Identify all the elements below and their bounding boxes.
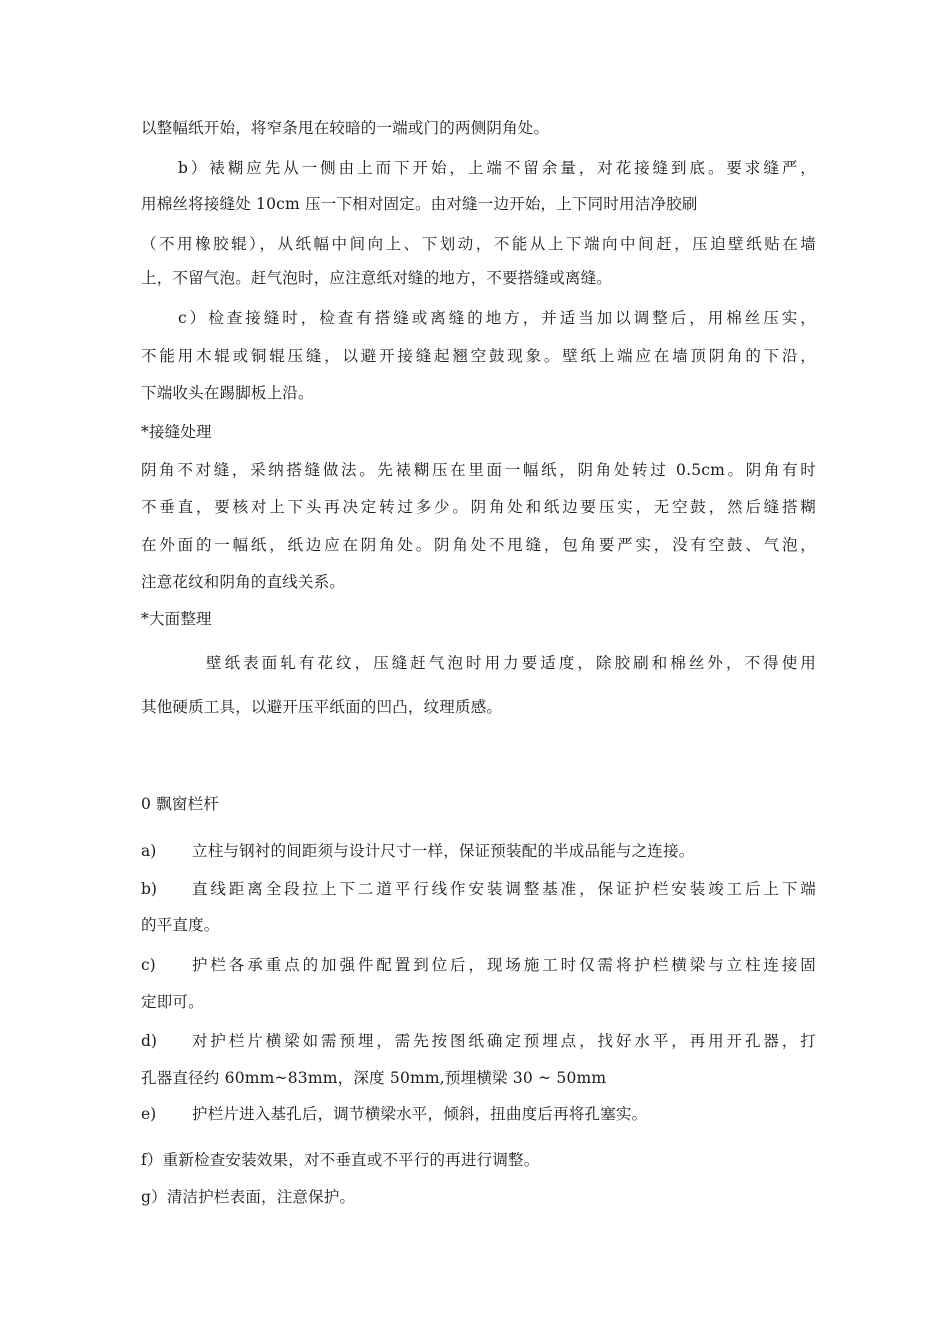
list-item-label: e) bbox=[141, 1105, 157, 1123]
list-item-label: a) bbox=[141, 842, 157, 860]
list-item-text: 护栏片进入基孔后，调节横梁水平，倾斜，扭曲度后再将孔塞实。 bbox=[192, 1105, 648, 1123]
paragraph-line: 不能用木辊或铜辊压缝，以避开接缝起翘空鼓现象。壁纸上端应在墙顶阴角的下沿， bbox=[141, 347, 816, 365]
paragraph-line: 在外面的一幅纸，纸边应在阴角处。阴角处不甩缝，包角要严实，没有空鼓、气泡， bbox=[141, 536, 816, 554]
paragraph-line: 下端收头在踢脚板上沿。 bbox=[141, 384, 314, 402]
paragraph-line: 以整幅纸开始，将窄条甩在较暗的一端或门的两侧阴角处。 bbox=[141, 119, 550, 137]
list-item-continuation: 的平直度。 bbox=[141, 916, 220, 934]
list-item-tail: g）清洁护栏表面，注意保护。 bbox=[141, 1188, 356, 1206]
list-item-label: c) bbox=[141, 956, 156, 974]
paragraph-line: 不垂直，要核对上下头再决定转过多少。阴角处和纸边要压实，无空鼓，然后缝搭糊 bbox=[141, 498, 816, 516]
list-item-tail: f）重新检查安装效果，对不垂直或不平行的再进行调整。 bbox=[141, 1151, 540, 1169]
paragraph-line: 注意花纹和阴角的直线关系。 bbox=[141, 573, 346, 591]
paragraph-line: （不用橡胶辊），从纸幅中间向上、下划动，不能从上下端向中间赶，压迫壁纸贴在墙 bbox=[141, 235, 816, 253]
paragraph-line: 用棉丝将接缝处 10cm 压一下相对固定。由对缝一边开始，上下同时用洁净胶刷 bbox=[141, 195, 698, 213]
paragraph-line: 阴角不对缝，采纳搭缝做法。先裱糊压在里面一幅纸，阴角处转过 0.5cm。阴角有时 bbox=[141, 461, 816, 479]
list-item-text: 直线距离全段拉上下二道平行线作安装调整基准，保证护栏安装竣工后上下端 bbox=[192, 880, 816, 898]
paragraph-line: 其他硬质工具，以避开压平纸面的凹凸，纹理质感。 bbox=[141, 698, 503, 716]
list-item-text: 护栏各承重点的加强件配置到位后，现场施工时仅需将护栏横梁与立柱连接固 bbox=[192, 956, 816, 974]
paragraph-line: c）检查接缝时，检查有搭缝或离缝的地方，并适当加以调整后，用棉丝压实， bbox=[178, 309, 816, 327]
list-item-text: 立柱与钢衬的间距须与设计尺寸一样，保证预装配的半成品能与之连接。 bbox=[192, 842, 695, 860]
section-heading: 0 飘窗栏杆 bbox=[141, 795, 219, 813]
list-item-continuation: 定即可。 bbox=[141, 993, 204, 1011]
list-item-label: b) bbox=[141, 880, 157, 898]
list-item-continuation: 孔器直径约 60mm~83mm，深度 50mm,预埋横梁 30 ~ 50mm bbox=[141, 1069, 607, 1087]
section-heading: *接缝处理 bbox=[141, 423, 212, 441]
paragraph-line: 壁纸表面轧有花纹，压缝赶气泡时用力要适度，除胶刷和棉丝外，不得使用 bbox=[206, 654, 816, 672]
paragraph-line: 上，不留气泡。赶气泡时，应注意纸对缝的地方，不要搭缝或离缝。 bbox=[141, 269, 613, 287]
paragraph-line: b）裱糊应先从一侧由上而下开始，上端不留余量，对花接缝到底。要求缝严， bbox=[178, 159, 816, 177]
list-item-text: 对护栏片横梁如需预埋，需先按图纸确定预埋点，找好水平，再用开孔器，打 bbox=[192, 1032, 816, 1050]
section-heading: *大面整理 bbox=[141, 610, 212, 628]
list-item-label: d) bbox=[141, 1032, 157, 1050]
